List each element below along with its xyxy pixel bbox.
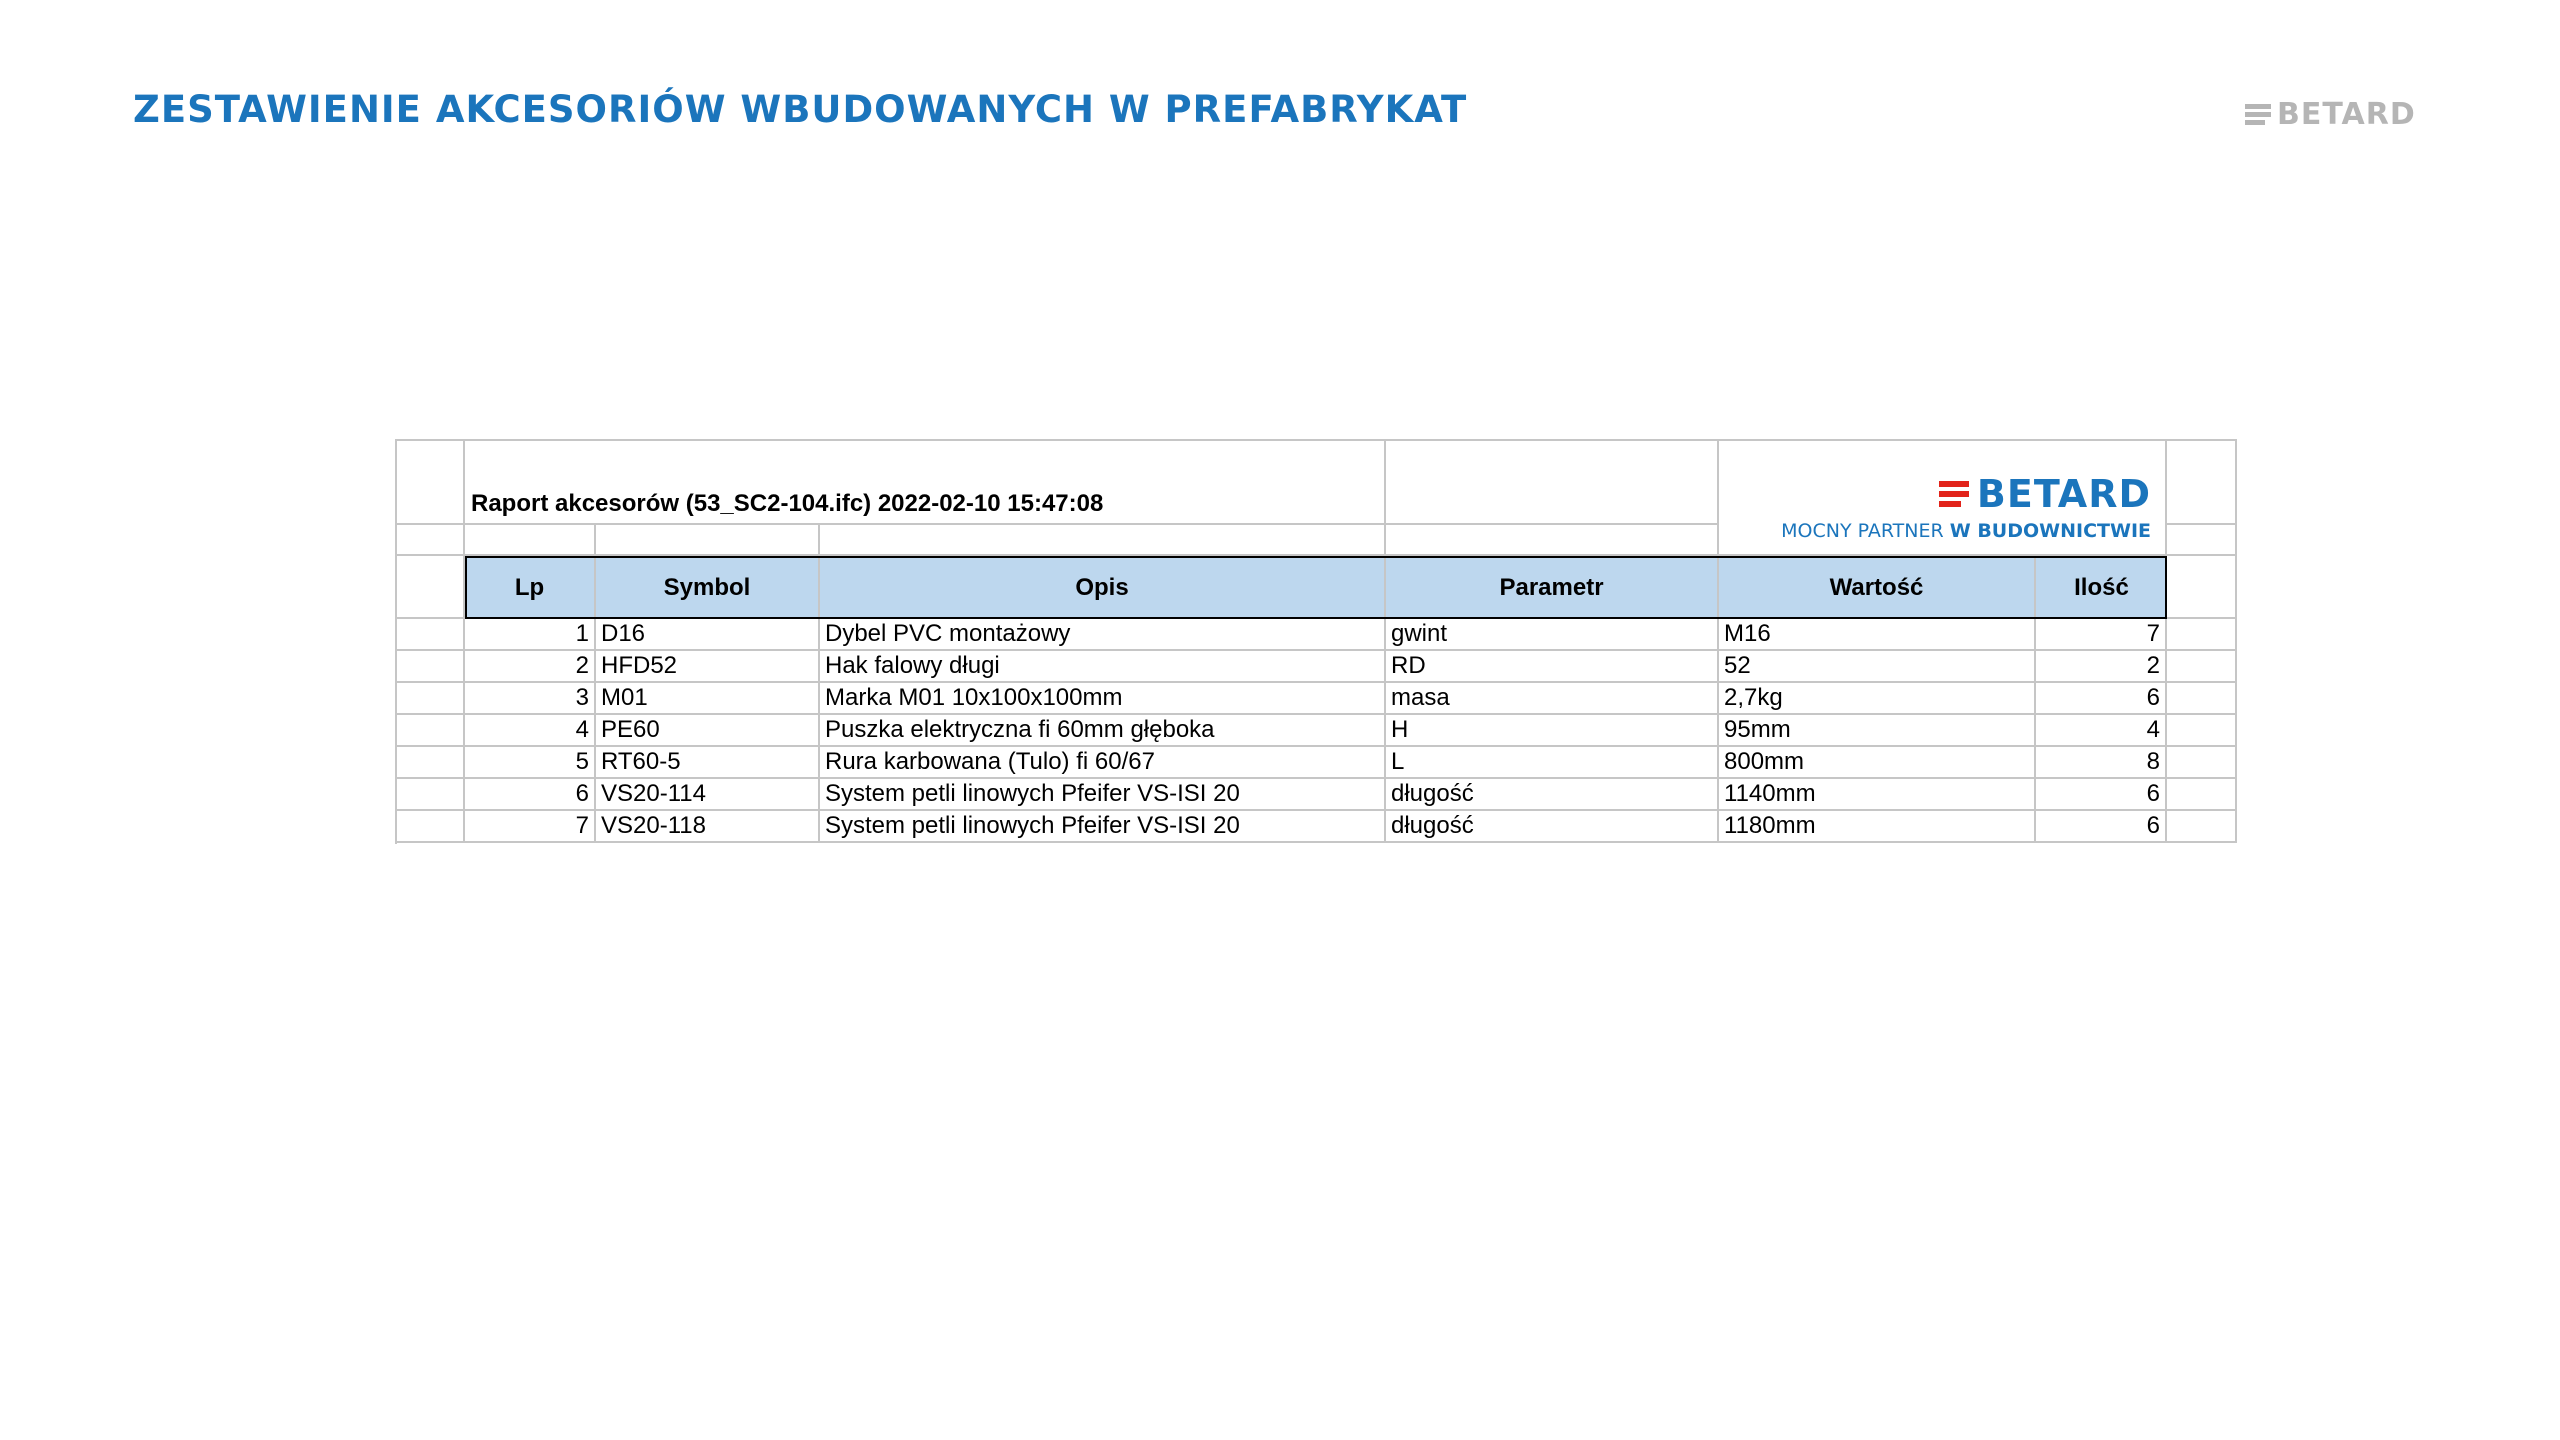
- table-cell-ilosc: 6: [2036, 683, 2167, 715]
- column-header-wartosc: Wartość: [1719, 558, 2036, 617]
- grid-cell: [465, 525, 596, 556]
- grid-cell: [2167, 651, 2237, 683]
- table-row-margin: [395, 619, 465, 651]
- table-cell-lp: 7: [465, 811, 596, 843]
- grid-cell: [596, 525, 820, 556]
- table-cell-symbol: VS20-114: [596, 779, 820, 811]
- column-header-symbol: Symbol: [596, 558, 820, 617]
- table-row-margin: [395, 811, 465, 843]
- grid-cell: [1386, 439, 1719, 525]
- table-cell-opis: Puszka elektryczna fi 60mm głęboka: [820, 715, 1386, 747]
- page-title: ZESTAWIENIE AKCESORIÓW WBUDOWANYCH W PREFABRYKAT: [133, 88, 1468, 131]
- table-cell-opis: Marka M01 10x100x100mm: [820, 683, 1386, 715]
- table-cell-ilosc: 8: [2036, 747, 2167, 779]
- table-cell-lp: 4: [465, 715, 596, 747]
- grid-cell: [1386, 525, 1719, 556]
- table-cell-wartosc: 52: [1719, 651, 2036, 683]
- table-cell-ilosc: 6: [2036, 779, 2167, 811]
- table-cell-parametr: masa: [1386, 683, 1719, 715]
- tagline-light: MOCNY PARTNER: [1781, 520, 1944, 542]
- table-cell-lp: 6: [465, 779, 596, 811]
- table-row-margin: [395, 651, 465, 683]
- corner-logo-text: BETARD: [2277, 97, 2416, 132]
- corner-logo: [2245, 97, 2416, 132]
- table-cell-opis: Hak falowy długi: [820, 651, 1386, 683]
- grid-cell: [395, 439, 465, 525]
- table-cell-wartosc: M16: [1719, 619, 2036, 651]
- table-cell-lp: 5: [465, 747, 596, 779]
- table-cell-wartosc: 1140mm: [1719, 779, 2036, 811]
- table-cell-symbol: HFD52: [596, 651, 820, 683]
- grid-cell: [2167, 556, 2237, 619]
- table-cell-opis: Dybel PVC montażowy: [820, 619, 1386, 651]
- table-cell-wartosc: 1180mm: [1719, 811, 2036, 843]
- table-cell-symbol: D16: [596, 619, 820, 651]
- betard-logo-icon: [2245, 104, 2271, 125]
- tagline-bold: W BUDOWNICTWIE: [1949, 520, 2151, 542]
- table-logo-text: BETARD: [1976, 472, 2151, 516]
- table-cell-opis: Rura karbowana (Tulo) fi 60/67: [820, 747, 1386, 779]
- grid-cell: [2167, 439, 2237, 525]
- grid-cell: [2167, 811, 2237, 843]
- table-cell-symbol: PE60: [596, 715, 820, 747]
- table-cell-lp: 3: [465, 683, 596, 715]
- table-cell-lp: 2: [465, 651, 596, 683]
- table-cell-ilosc: 4: [2036, 715, 2167, 747]
- table-row-margin: [395, 779, 465, 811]
- table-logo-tagline: [1781, 520, 2151, 542]
- table-cell-ilosc: 7: [2036, 619, 2167, 651]
- column-header-ilosc: Ilość: [2036, 558, 2167, 617]
- grid-cell: [2167, 683, 2237, 715]
- betard-logo-icon: [1939, 481, 1969, 507]
- table-cell-wartosc: 800mm: [1719, 747, 2036, 779]
- table-cell-symbol: M01: [596, 683, 820, 715]
- grid-cell: [395, 525, 465, 556]
- table-cell-ilosc: 2: [2036, 651, 2167, 683]
- table-logo: [1745, 468, 2157, 548]
- table-cell-symbol: VS20-118: [596, 811, 820, 843]
- table-row-margin: [395, 715, 465, 747]
- table-cell-parametr: długość: [1386, 779, 1719, 811]
- table-cell-parametr: H: [1386, 715, 1719, 747]
- grid-cell: [395, 556, 465, 619]
- grid-cell: [820, 525, 1386, 556]
- grid-cell: [2167, 715, 2237, 747]
- table-cell-symbol: RT60-5: [596, 747, 820, 779]
- table-cell-parametr: RD: [1386, 651, 1719, 683]
- table-cell-opis: System petli linowych Pfeifer VS-ISI 20: [820, 811, 1386, 843]
- table-cell-parametr: długość: [1386, 811, 1719, 843]
- table-cell-parametr: L: [1386, 747, 1719, 779]
- grid-cell: [2167, 747, 2237, 779]
- column-header-lp: Lp: [465, 558, 596, 617]
- table-header-row: [465, 556, 2167, 619]
- table-cell-wartosc: 2,7kg: [1719, 683, 2036, 715]
- table-cell-lp: 1: [465, 619, 596, 651]
- grid-cell: [2167, 619, 2237, 651]
- column-header-parametr: Parametr: [1386, 558, 1719, 617]
- report-title: Raport akcesorów (53_SC2-104.ifc) 2022-02-10 15:47:08: [471, 490, 1104, 517]
- table-cell-opis: System petli linowych Pfeifer VS-ISI 20: [820, 779, 1386, 811]
- table-row-margin: [395, 683, 465, 715]
- table-cell-ilosc: 6: [2036, 811, 2167, 843]
- table-row-margin: [395, 747, 465, 779]
- table-cell-parametr: gwint: [1386, 619, 1719, 651]
- table-cell-wartosc: 95mm: [1719, 715, 2036, 747]
- grid-cell: [2167, 525, 2237, 556]
- grid-cell: [2167, 779, 2237, 811]
- column-header-opis: Opis: [820, 558, 1386, 617]
